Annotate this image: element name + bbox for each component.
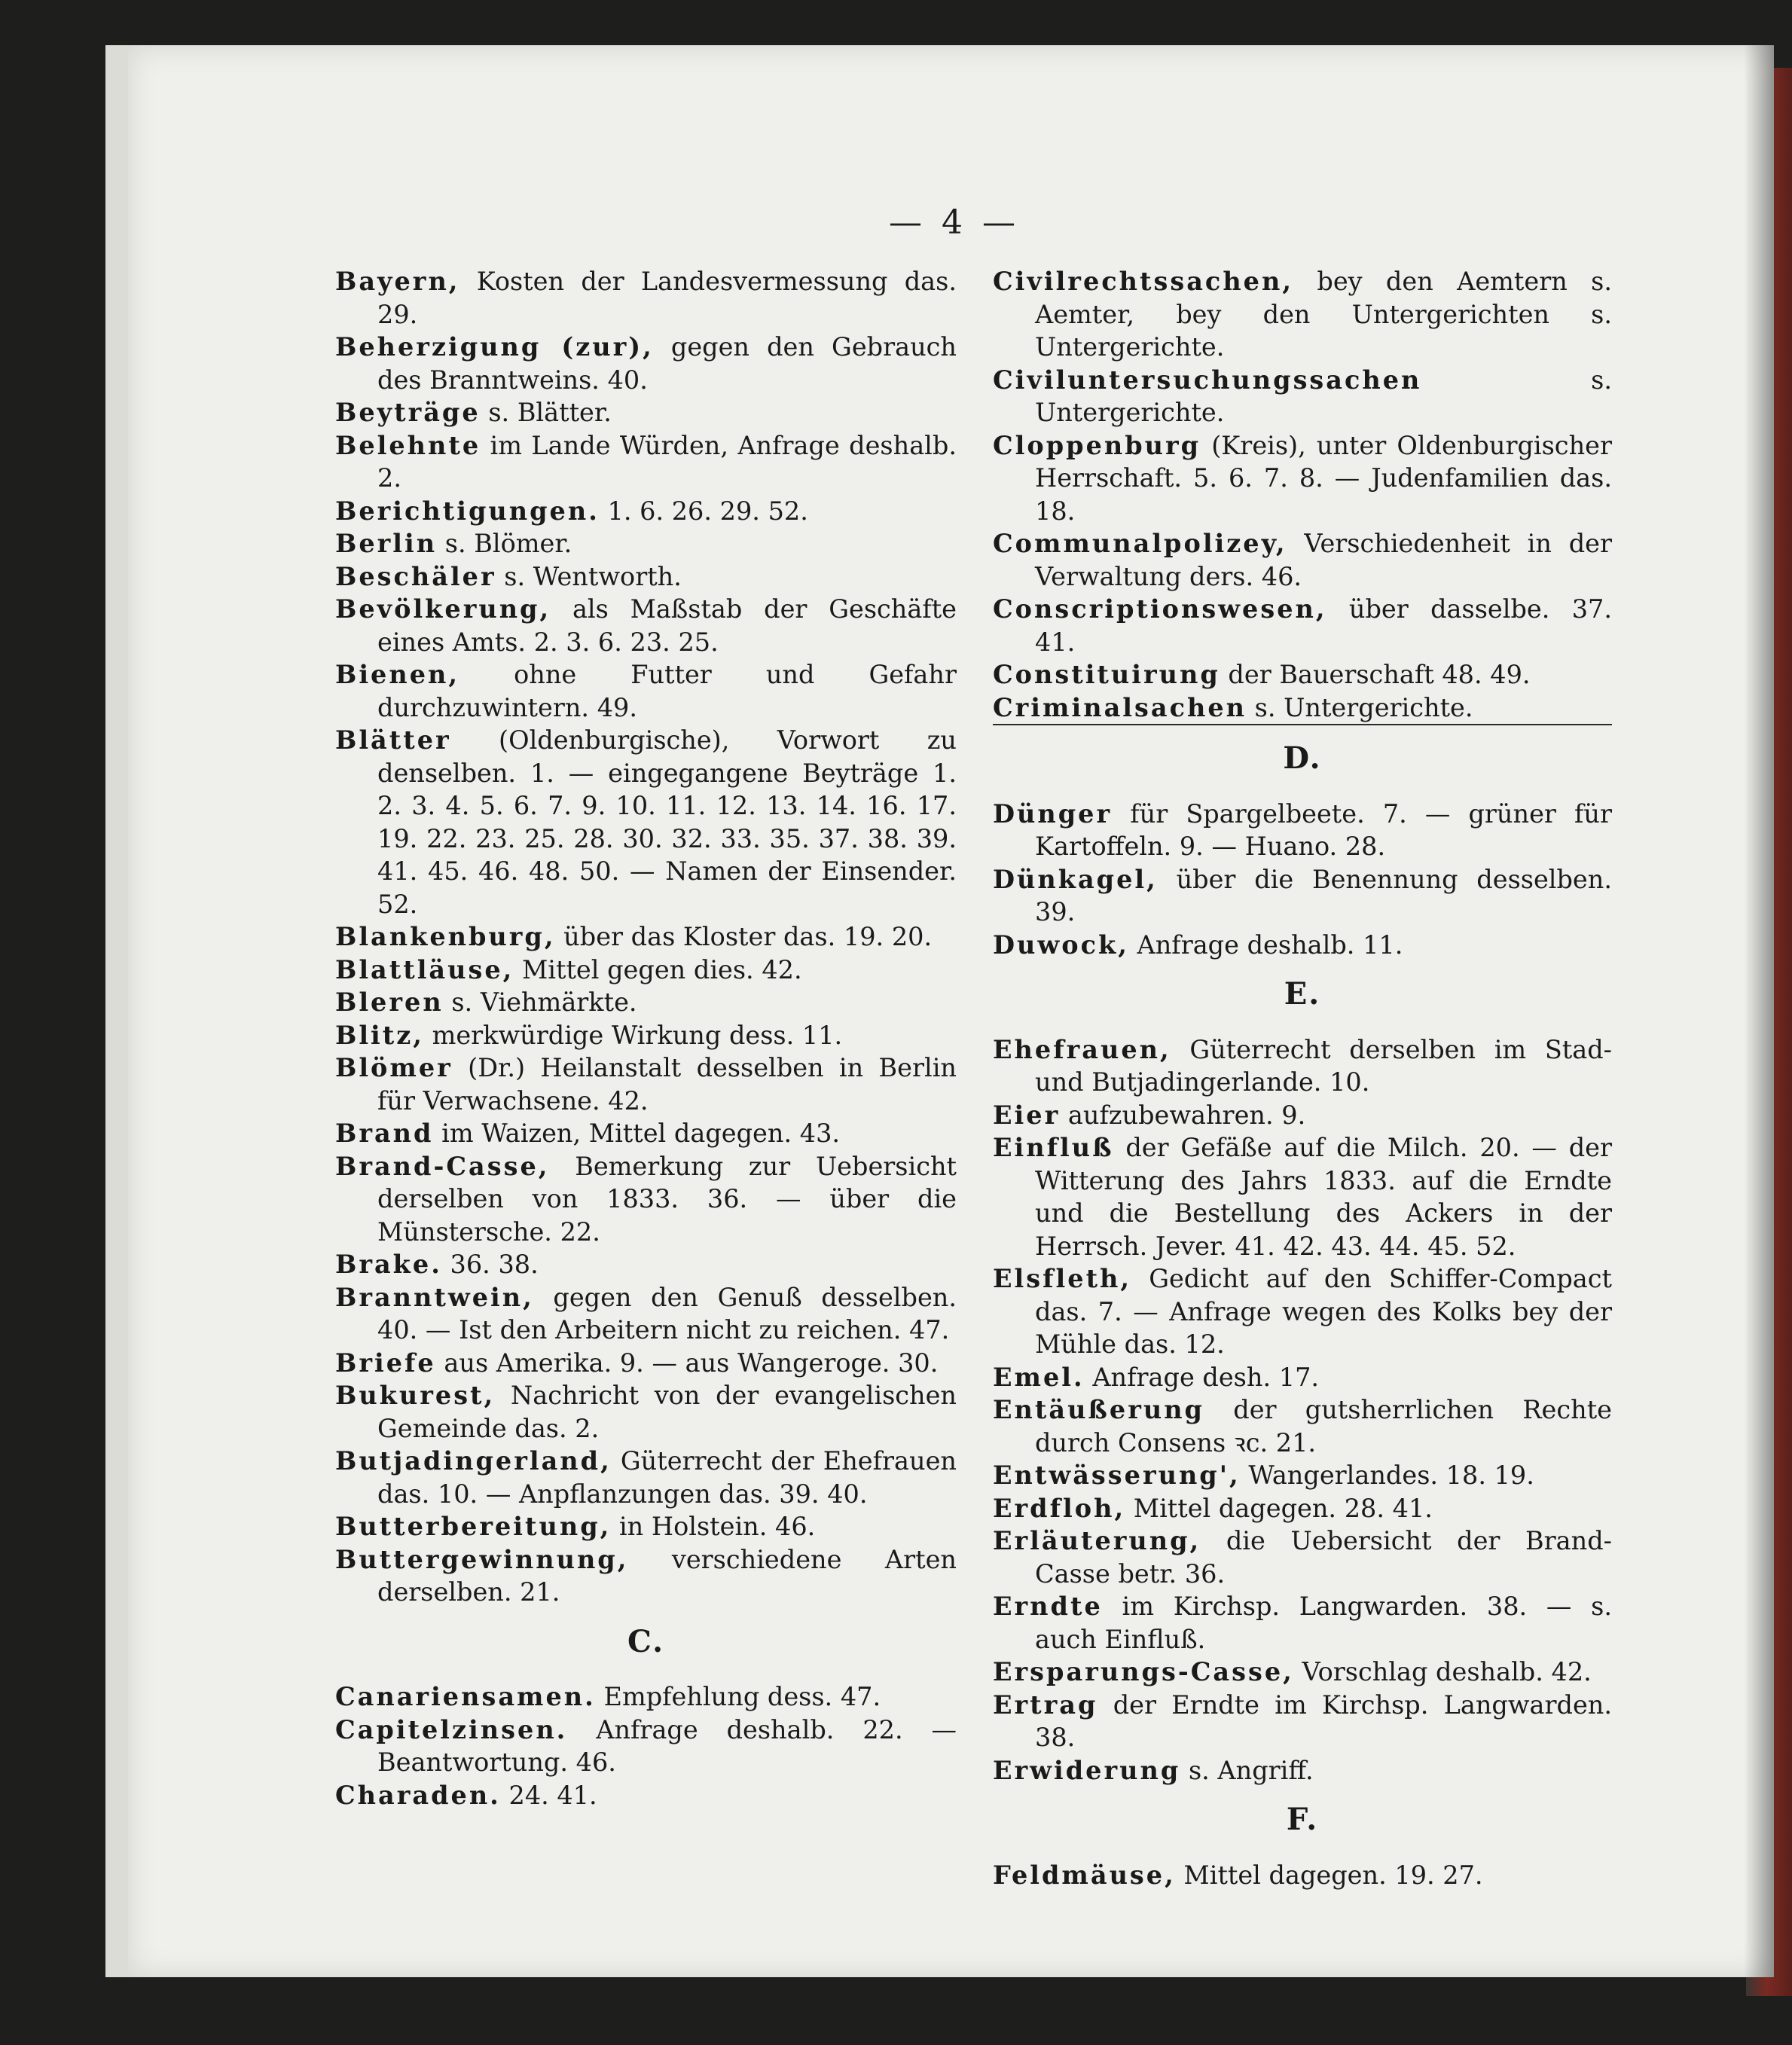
entry-text: als Maßstab der Geschäfte eines Amts. 2. 3. 6. 23. 25. xyxy=(377,594,957,657)
entry-keyword: Briefe xyxy=(335,1348,436,1378)
entry-keyword: Cloppenburg xyxy=(993,430,1201,460)
index-entry xyxy=(993,798,1612,863)
index-entry xyxy=(993,1262,1612,1361)
index-entry xyxy=(335,331,957,396)
index-entry xyxy=(993,1689,1612,1754)
entry-text: Mittel gegen dies. 42. xyxy=(521,954,802,984)
entry-text: 24. 41. xyxy=(508,1780,597,1810)
index-entry xyxy=(335,1281,957,1347)
index-entry xyxy=(993,691,1612,725)
entry-text: Wangerlandes. 18. 19. xyxy=(1248,1460,1534,1490)
index-entry xyxy=(335,1510,957,1543)
entry-text: Gedicht auf den Schiffer-Compact das. 7. — Anfrage wegen des Kolks bey der Mühle das. 12. xyxy=(1035,1264,1612,1359)
entry-keyword: Erläuterung, xyxy=(993,1526,1201,1555)
index-entry xyxy=(335,724,957,920)
entry-keyword: Berichtigungen. xyxy=(335,496,600,526)
index-entry xyxy=(993,1590,1612,1656)
entry-keyword: Brand-Casse, xyxy=(335,1151,550,1181)
index-entry xyxy=(335,658,957,724)
section-rule xyxy=(993,724,1612,725)
index-entry xyxy=(335,1051,957,1117)
entry-keyword: Feldmäuse, xyxy=(993,1860,1176,1890)
entry-text: (Dr.) Heilanstalt desselben in Berlin für Verwachsene. 42. xyxy=(377,1053,957,1116)
entry-text: über das Kloster das. 19. 20. xyxy=(563,922,933,951)
entry-keyword: Civiluntersuchungssachen xyxy=(993,365,1422,395)
entry-keyword: Communalpolizey, xyxy=(993,529,1287,558)
entry-text: s. Untergerichte. xyxy=(1035,365,1612,427)
entry-text: der gutsherrlichen Rechte durch Consens ꝛc. 21. xyxy=(1035,1395,1612,1457)
index-entry xyxy=(335,1379,957,1445)
index-entry xyxy=(335,560,957,594)
entry-text: aufzubewahren. 9. xyxy=(1067,1100,1306,1130)
entry-text: Anfrage desh. 17. xyxy=(1092,1362,1320,1392)
entry-keyword: Ertrag xyxy=(993,1689,1098,1720)
entry-text: 1. 6. 26. 29. 52. xyxy=(607,496,808,526)
entry-text: Güterrecht derselben im Stad- und Butjadingerlande. 10. xyxy=(1035,1034,1612,1097)
index-entry xyxy=(993,929,1612,962)
entry-keyword: Beherzigung (zur), xyxy=(335,332,654,362)
entry-keyword: Butterbereitung, xyxy=(335,1512,612,1541)
entry-text: die Uebersicht der Brand-Casse betr. 36. xyxy=(1035,1526,1612,1589)
entry-keyword: Capitelzinsen. xyxy=(335,1714,568,1744)
entry-text: Verschiedenheit in der Verwaltung ders. 46. xyxy=(1035,529,1612,591)
entry-text: s. Blätter. xyxy=(488,398,612,427)
entry-text: ohne Futter und Gefahr durchzuwintern. 49. xyxy=(377,660,957,722)
entry-keyword: Erwiderung xyxy=(993,1755,1181,1785)
entry-keyword: Civilrechtssachen, xyxy=(993,267,1294,296)
entry-text: gegen den Gebrauch des Branntweins. 40. xyxy=(377,332,957,395)
index-entry xyxy=(993,1099,1612,1132)
entry-text: Bemerkung zur Uebersicht derselben von 1833. 36. — über die Münstersche. 22. xyxy=(377,1151,957,1247)
index-entry xyxy=(335,986,957,1019)
entry-text: über die Benennung desselben. 39. xyxy=(1035,864,1612,926)
entry-keyword: Erdfloh, xyxy=(993,1493,1126,1523)
entry-keyword: Bleren xyxy=(335,987,444,1017)
entry-keyword: Elsfleth, xyxy=(993,1264,1132,1293)
index-entry xyxy=(335,429,957,495)
index-entry xyxy=(993,1859,1612,1892)
index-entry xyxy=(993,1033,1612,1099)
index-entry xyxy=(335,920,957,954)
entry-text: merkwürdige Wirkung dess. 11. xyxy=(432,1020,843,1050)
entry-keyword: Constituirung xyxy=(993,660,1220,689)
index-entry xyxy=(993,1459,1612,1492)
section-heading: C. xyxy=(627,1623,665,1659)
index-entry xyxy=(335,1347,957,1380)
entry-text: im Waizen, Mittel dagegen. 43. xyxy=(441,1119,841,1148)
index-entry xyxy=(335,1150,957,1249)
entry-keyword: Blätter xyxy=(335,725,451,755)
index-entry xyxy=(335,954,957,987)
entry-text: Empfehlung dess. 47. xyxy=(603,1682,881,1711)
entry-text: bey den Aemtern s. Aemter, bey den Untergerichten s. Untergerichte. xyxy=(1035,267,1612,362)
index-entry xyxy=(993,1393,1612,1459)
entry-keyword: Branntwein, xyxy=(335,1282,534,1312)
entry-keyword: Criminalsachen xyxy=(993,692,1247,722)
entry-text: Mittel dagegen. 28. 41. xyxy=(1133,1493,1433,1523)
entry-keyword: Blömer xyxy=(335,1053,453,1082)
entry-keyword: Charaden. xyxy=(335,1780,501,1810)
index-entry xyxy=(335,1543,957,1609)
index-entry xyxy=(335,1714,957,1779)
index-entry xyxy=(335,1248,957,1281)
entry-text: für Spargelbeete. 7. — grüner für Kartoffeln. 9. — Huano. 28. xyxy=(1035,798,1612,861)
entry-text: Güterrecht der Ehefrauen das. 10. — Anpflanzungen das. 39. 40. xyxy=(377,1446,957,1509)
index-entry xyxy=(335,1445,957,1510)
index-entry xyxy=(335,593,957,658)
index-entry xyxy=(993,364,1612,429)
index-column-right xyxy=(993,265,1612,1891)
index-entry xyxy=(993,658,1612,691)
entry-keyword: Brand xyxy=(335,1119,434,1148)
section-heading: E. xyxy=(1284,976,1321,1012)
entry-text: über dasselbe. 37. 41. xyxy=(1035,594,1612,657)
entry-text: (Oldenburgische), Vorwort zu denselben. 1. — eingegangene Beyträge 1. 2. 3. 4. 5. 6. 7. 9. 10. 11. 12. 13. 14. 16. 17. 19. 22. 23. 25. 28. 30. 32. 33. 35. 37. 38. 39. 41. 45. 46. 48. 50. — Namen der Einsender. 52. xyxy=(377,725,957,919)
spine-shadow xyxy=(1744,45,1774,1977)
entry-keyword: Bienen, xyxy=(335,660,460,689)
entry-text: s. Untergerichte. xyxy=(1254,692,1473,722)
entry-keyword: Butjadingerland, xyxy=(335,1446,612,1476)
entry-text: Kosten der Landesvermessung das. 29. xyxy=(377,267,957,329)
entry-text: in Holstein. 46. xyxy=(618,1512,816,1541)
index-entry xyxy=(993,1656,1612,1689)
entry-text: der Erndte im Kirchsp. Langwarden. 38. xyxy=(1035,1689,1612,1752)
entry-keyword: Ehefrauen, xyxy=(993,1034,1171,1064)
entry-keyword: Belehnte xyxy=(335,430,481,460)
entry-text: s. Viehmärkte. xyxy=(451,987,637,1017)
index-entry xyxy=(335,265,957,331)
section-heading: F. xyxy=(1286,1802,1319,1837)
index-entry xyxy=(335,1019,957,1052)
entry-keyword: Einfluß xyxy=(993,1133,1114,1162)
index-entry xyxy=(993,1754,1612,1787)
page-number: — 4 — xyxy=(889,203,1020,242)
index-entry xyxy=(993,1492,1612,1525)
entry-text: der Gefäße auf die Milch. 20. — der Witterung des Jahrs 1833. auf die Erndte und die Bestellung des Ackers in der Herrsch. Jever. 41. 42. 43. 44. 45. 52. xyxy=(1035,1133,1612,1261)
index-entry xyxy=(993,863,1612,929)
entry-keyword: Entwässerung', xyxy=(993,1460,1241,1490)
entry-keyword: Eier xyxy=(993,1100,1061,1130)
entry-text: im Kirchsp. Langwarden. 38. — s. auch Einfluß. xyxy=(1035,1592,1612,1654)
entry-keyword: Dünkagel, xyxy=(993,864,1158,894)
entry-keyword: Duwock, xyxy=(993,929,1129,960)
index-entry xyxy=(335,495,957,528)
entry-text: Nachricht von der evangelischen Gemeinde das. 2. xyxy=(377,1381,957,1443)
entry-text: 36. 38. xyxy=(450,1250,539,1279)
index-entry xyxy=(993,265,1612,364)
index-entry xyxy=(993,1131,1612,1262)
index-column-left xyxy=(335,265,957,1812)
entry-keyword: Canariensamen. xyxy=(335,1682,596,1711)
entry-keyword: Dünger xyxy=(993,798,1113,829)
entry-text: Vorschlag deshalb. 42. xyxy=(1302,1657,1592,1686)
entry-keyword: Bukurest, xyxy=(335,1381,496,1410)
entry-text: aus Amerika. 9. — aus Wangeroge. 30. xyxy=(444,1348,939,1378)
entry-keyword: Blattläuse, xyxy=(335,954,514,984)
index-entry xyxy=(335,1117,957,1150)
entry-keyword: Beschäler xyxy=(335,561,496,591)
entry-keyword: Emel. xyxy=(993,1362,1085,1392)
entry-keyword: Beyträge xyxy=(335,398,481,427)
entry-keyword: Erndte xyxy=(993,1592,1103,1621)
entry-text: s. Wentworth. xyxy=(504,561,682,591)
entry-text: gegen den Genuß desselben. 40. — Ist den Arbeitern nicht zu reichen. 47. xyxy=(377,1282,957,1345)
entry-keyword: Bayern, xyxy=(335,267,460,296)
entry-keyword: Buttergewinnung, xyxy=(335,1544,629,1574)
entry-keyword: Blankenburg, xyxy=(335,922,556,951)
entry-text: verschiedene Arten derselben. 21. xyxy=(377,1544,957,1607)
section-heading: D. xyxy=(1283,740,1322,776)
entry-text: Mittel dagegen. 19. 27. xyxy=(1183,1860,1483,1890)
index-entry xyxy=(335,396,957,429)
index-entry xyxy=(993,429,1612,528)
entry-keyword: Ersparungs-Casse, xyxy=(993,1657,1294,1686)
entry-keyword: Berlin xyxy=(335,529,438,558)
entry-text: im Lande Würden, Anfrage deshalb. 2. xyxy=(377,430,957,493)
entry-text: s. Angriff. xyxy=(1188,1755,1314,1785)
entry-keyword: Conscriptionswesen, xyxy=(993,594,1327,624)
entry-text: Anfrage deshalb. 22. — Beantwortung. 46. xyxy=(377,1714,957,1777)
entry-text: (Kreis), unter Oldenburgischer Herrschaft. 5. 6. 7. 8. — Judenfamilien das. 18. xyxy=(1035,430,1612,526)
entry-text: s. Blömer. xyxy=(444,529,572,558)
entry-keyword: Blitz, xyxy=(335,1020,424,1050)
entry-text: der Bauerschaft 48. 49. xyxy=(1228,660,1531,689)
entry-text: Anfrage deshalb. 11. xyxy=(1137,929,1403,960)
entry-keyword: Entäußerung xyxy=(993,1395,1204,1424)
index-entry xyxy=(335,527,957,560)
index-entry xyxy=(993,527,1612,593)
entry-keyword: Bevölkerung, xyxy=(335,594,551,624)
index-entry xyxy=(993,1361,1612,1394)
index-entry xyxy=(335,1779,957,1812)
index-entry xyxy=(335,1680,957,1714)
index-entry xyxy=(993,1525,1612,1590)
index-entry xyxy=(993,593,1612,658)
entry-keyword: Brake. xyxy=(335,1250,442,1279)
